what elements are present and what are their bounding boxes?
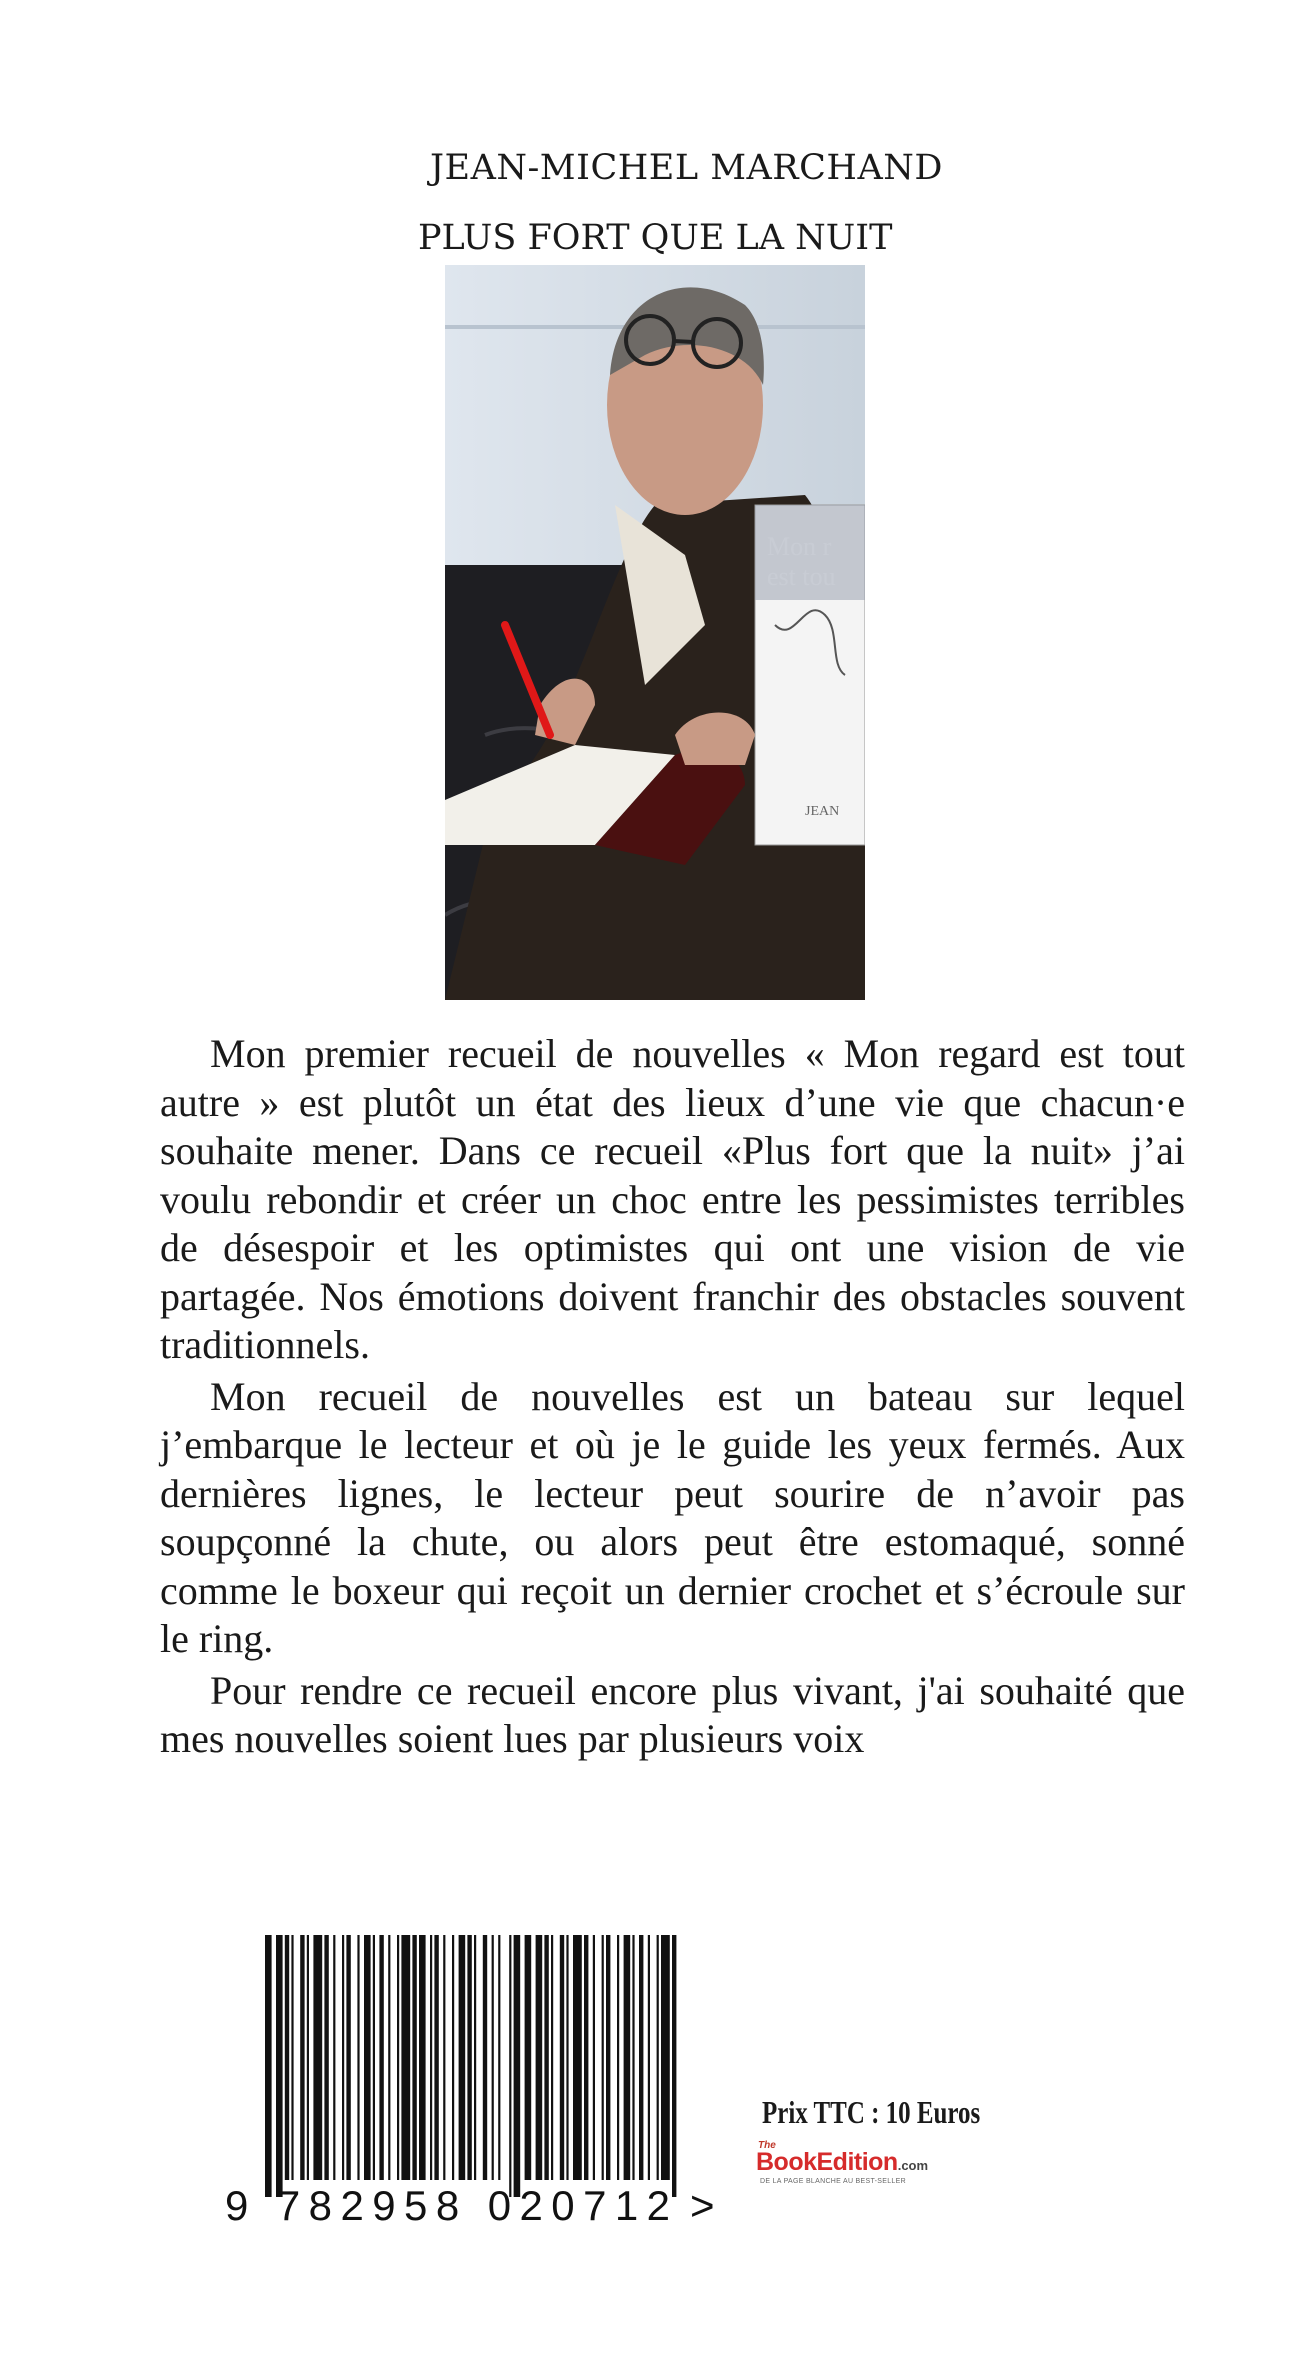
barcode-bar [648, 1935, 650, 2180]
barcode-bar [373, 1935, 375, 2180]
barcode-bar [379, 1935, 383, 2180]
barcode-bar [342, 1935, 344, 2180]
barcode-bar [525, 1935, 532, 2180]
barcode-bar [307, 1935, 309, 2180]
barcode-bar [388, 1935, 390, 2180]
author-photo [445, 265, 865, 1000]
publisher-prefix: The [758, 2140, 776, 2151]
book-title: PLUS FORT QUE LA NUIT [418, 218, 893, 258]
isbn-barcode [225, 1935, 750, 2235]
barcode-bar [602, 1935, 604, 2180]
barcode-bar [346, 1935, 350, 2180]
barcode-bar [661, 1935, 670, 2180]
publisher-logo [752, 2140, 982, 2190]
barcode-bar [551, 1935, 553, 2180]
barcode-bar [452, 1935, 454, 2180]
barcode-bar [544, 1935, 548, 2180]
barcode-bar [333, 1935, 335, 2180]
barcode-quiet-zone-mark: > [690, 2182, 715, 2229]
barcode-bars [265, 1935, 676, 2197]
barcode-bar [498, 1935, 500, 2180]
blurb-paragraph: Mon recueil de nouvelles est un bateau sur lequel j’embarque le lecteur et où je le guide les yeux fermés. Aux dernières lignes, le lecteur peut sourire de n’avoir pas soupçonné la chute, ou alors peut être estomaqué, sonné comme le boxeur qui reçoit un dernier crochet et s’écroule sur le ring. [160, 1373, 1185, 1661]
barcode-bar [313, 1935, 322, 2180]
price-label: Prix TTC : 10 Euros [762, 2094, 981, 2130]
barcode-bar [514, 1935, 521, 2197]
barcode-bar [357, 1935, 359, 2180]
cover-author-partial: JEAN [805, 804, 840, 819]
barcode-bar [276, 1935, 283, 2197]
barcode-bar [560, 1935, 564, 2180]
barcode-bar [265, 1935, 272, 2197]
barcode-bar [672, 1935, 676, 2197]
barcode-bar [324, 1935, 328, 2180]
barcode-bar [657, 1935, 659, 2180]
barcode-bar [401, 1935, 410, 2180]
barcode-bar [419, 1935, 426, 2180]
publisher-name: BookEdition.com [756, 2148, 929, 2176]
barcode-bar [566, 1935, 568, 2180]
barcode-bar [606, 1935, 610, 2180]
barcode-bar [632, 1935, 634, 2180]
barcode-bar [459, 1935, 466, 2180]
barcode-bar [593, 1935, 595, 2180]
barcode-bar [639, 1935, 643, 2180]
barcode-bar [412, 1935, 416, 2180]
barcode-bar [434, 1935, 438, 2180]
blurb-paragraph: Pour rendre ce recueil encore plus vivant, j'ai souhaité que mes nouvelles soient lues par plusieurs voix [160, 1667, 1185, 1761]
barcode-bar [536, 1935, 543, 2180]
barcode-bar [509, 1935, 511, 2197]
barcode-bar [397, 1935, 399, 2180]
barcode-bar [617, 1935, 619, 2180]
isbn-digits: 9 782958 020712 [225, 2182, 670, 2229]
barcode-bar [624, 1935, 631, 2180]
barcode-bar [300, 1935, 304, 2180]
barcode-bar [430, 1935, 432, 2180]
barcode-bar [291, 1935, 293, 2180]
barcode-bar [573, 1935, 582, 2180]
publisher-tagline: DE LA PAGE BLANCHE AU BEST-SELLER [760, 2178, 906, 2185]
author-name: JEAN-MICHEL MARCHAND [430, 148, 943, 188]
barcode-bar [474, 1935, 476, 2180]
barcode-bar [492, 1935, 494, 2180]
barcode-bar [285, 1935, 289, 2180]
barcode-bar [584, 1935, 588, 2180]
barcode-bar [467, 1935, 471, 2180]
blurb-paragraph: Mon premier recueil de nouvelles « Mon regard est tout autre » est plutôt un état des lieux d’une vie que chacun·e souhaite mener. Dans ce recueil «Plus fort que la nuit» j’ai voulu rebondir et créer un choc entre les pessimistes terribles de désespoir et les optimistes qui ont une vision de vie partagée. Nos émotions doivent franchir des obstacles souvent traditionnels. [160, 1031, 1185, 1367]
barcode-bar [364, 1935, 371, 2180]
back-cover-blurb [160, 1030, 1185, 1767]
barcode-bar [443, 1935, 445, 2180]
barcode-bar [483, 1935, 487, 2180]
